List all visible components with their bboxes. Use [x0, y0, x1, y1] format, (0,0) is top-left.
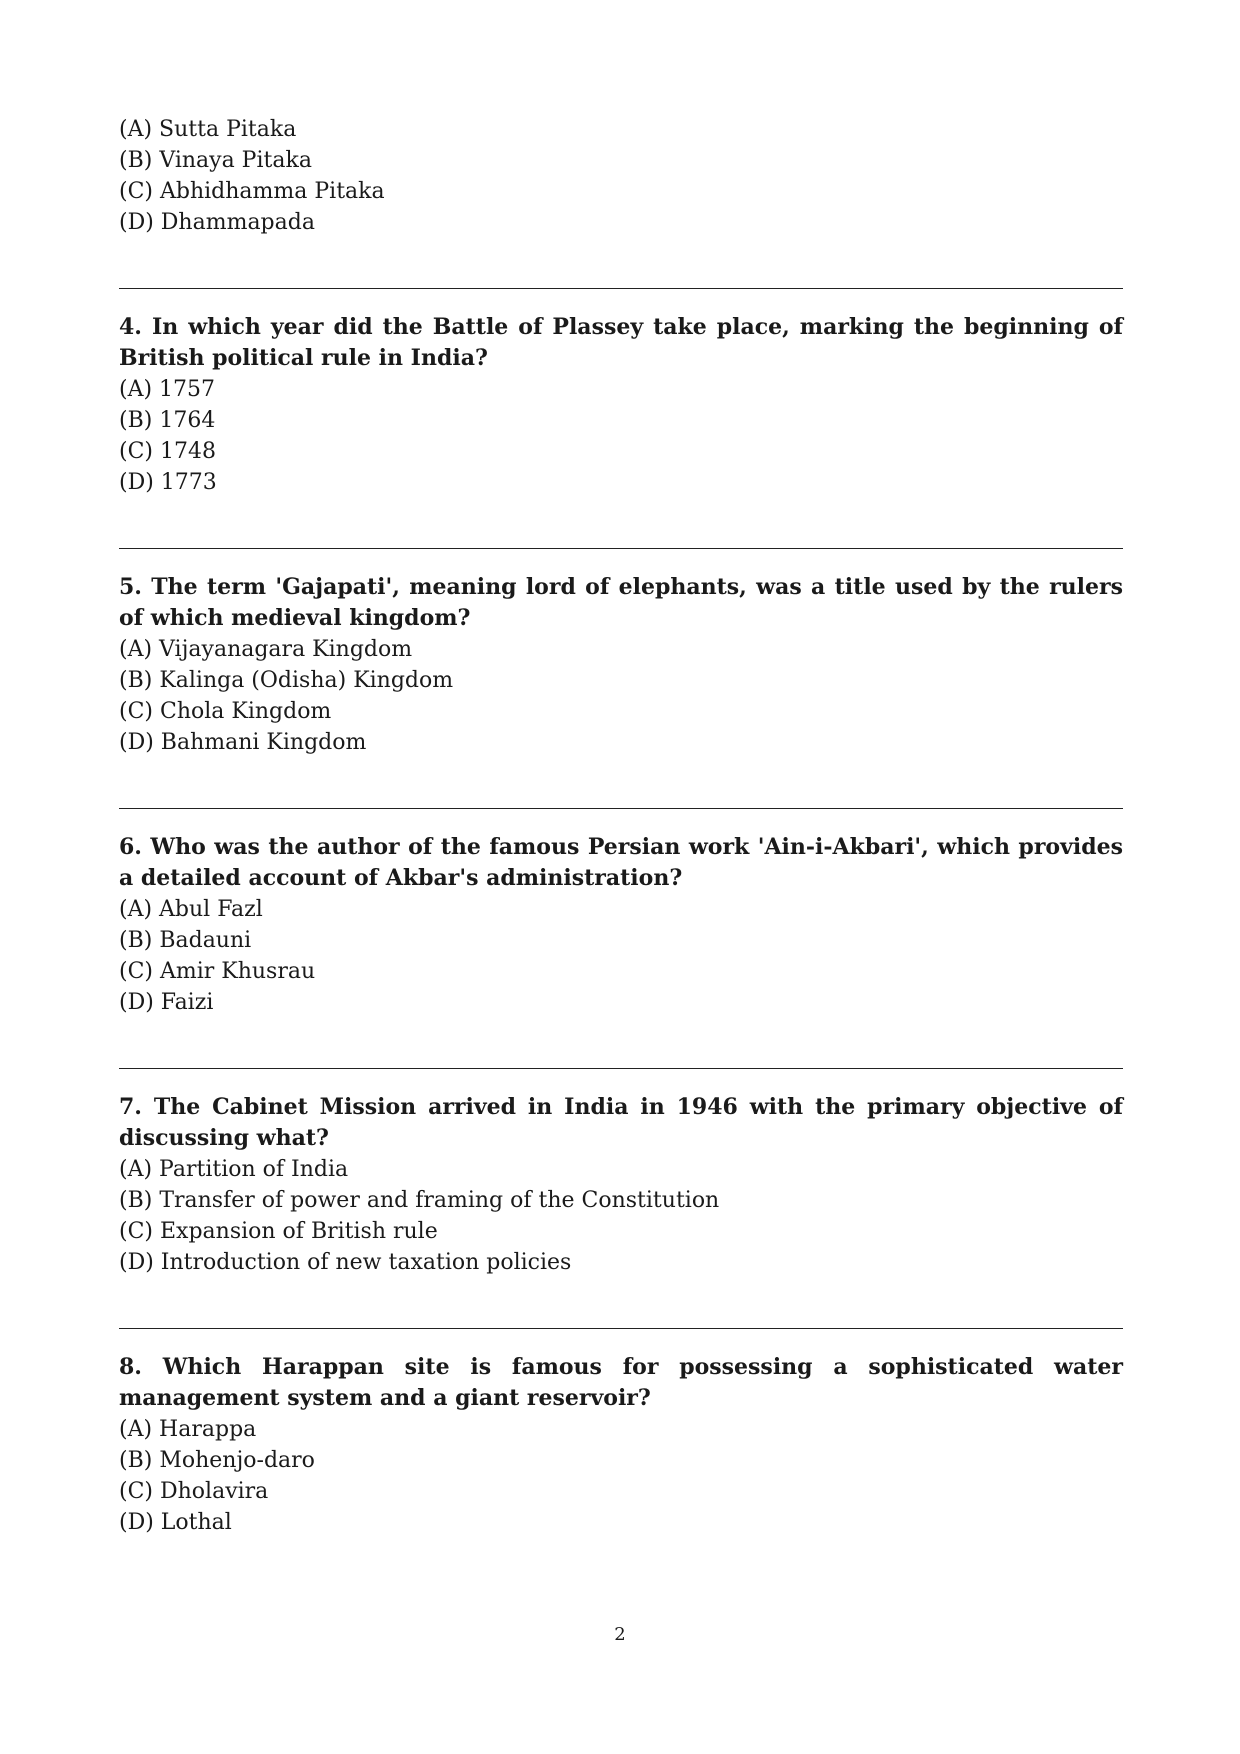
- option-d: (D) 1773: [119, 470, 217, 495]
- question-7: [119, 1092, 1123, 1278]
- option-c: (C) Expansion of British rule: [119, 1219, 438, 1244]
- option-a: (A) Harappa: [119, 1417, 257, 1442]
- option-c: (C) Dholavira: [119, 1479, 269, 1504]
- option-d: (D) Bahmani Kingdom: [119, 730, 367, 755]
- question-5: [119, 572, 1123, 758]
- question-text: 5. The term 'Gajapati', meaning lord of elephants, was a title used by the rulers of which medieval kingdom?: [119, 574, 1123, 631]
- question-text: 7. The Cabinet Mission arrived in India in 1946 with the primary objective of discussing what?: [119, 1094, 1123, 1151]
- option-b: (B) Kalinga (Odisha) Kingdom: [119, 668, 454, 693]
- question-text: 4. In which year did the Battle of Plassey take place, marking the beginning of British political rule in India?: [119, 314, 1123, 371]
- question-6: [119, 832, 1123, 1018]
- option-a: (A) 1757: [119, 377, 216, 402]
- option-c: (C) Abhidhamma Pitaka: [119, 179, 385, 204]
- question-4: [119, 312, 1123, 498]
- option-d: (D) Introduction of new taxation policies: [119, 1250, 572, 1275]
- option-c: (C) Chola Kingdom: [119, 699, 332, 724]
- option-b: (B) 1764: [119, 408, 216, 433]
- option-c: (C) Amir Khusrau: [119, 959, 316, 984]
- option-d: (D) Dhammapada: [119, 210, 315, 235]
- question-8: [119, 1352, 1123, 1538]
- question-text: 8. Which Harappan site is famous for possessing a sophisticated water management system and a giant reservoir?: [119, 1354, 1123, 1411]
- option-d: (D) Lothal: [119, 1510, 232, 1535]
- option-d: (D) Faizi: [119, 990, 214, 1015]
- option-a: (A) Partition of India: [119, 1157, 349, 1182]
- option-b: (B) Badauni: [119, 928, 252, 953]
- page-number: 2: [614, 1624, 626, 1645]
- option-a: (A) Sutta Pitaka: [119, 117, 297, 142]
- option-b: (B) Vinaya Pitaka: [119, 148, 312, 173]
- option-a: (A) Abul Fazl: [119, 897, 263, 922]
- question-page: [119, 114, 1123, 1538]
- option-b: (B) Transfer of power and framing of the Constitution: [119, 1188, 720, 1213]
- continued-option-list: [119, 114, 1123, 238]
- option-a: (A) Vijayanagara Kingdom: [119, 637, 413, 662]
- option-b: (B) Mohenjo-daro: [119, 1448, 315, 1473]
- option-c: (C) 1748: [119, 439, 216, 464]
- question-text: 6. Who was the author of the famous Persian work 'Ain-i-Akbari', which provides a detailed account of Akbar's administration?: [119, 834, 1123, 891]
